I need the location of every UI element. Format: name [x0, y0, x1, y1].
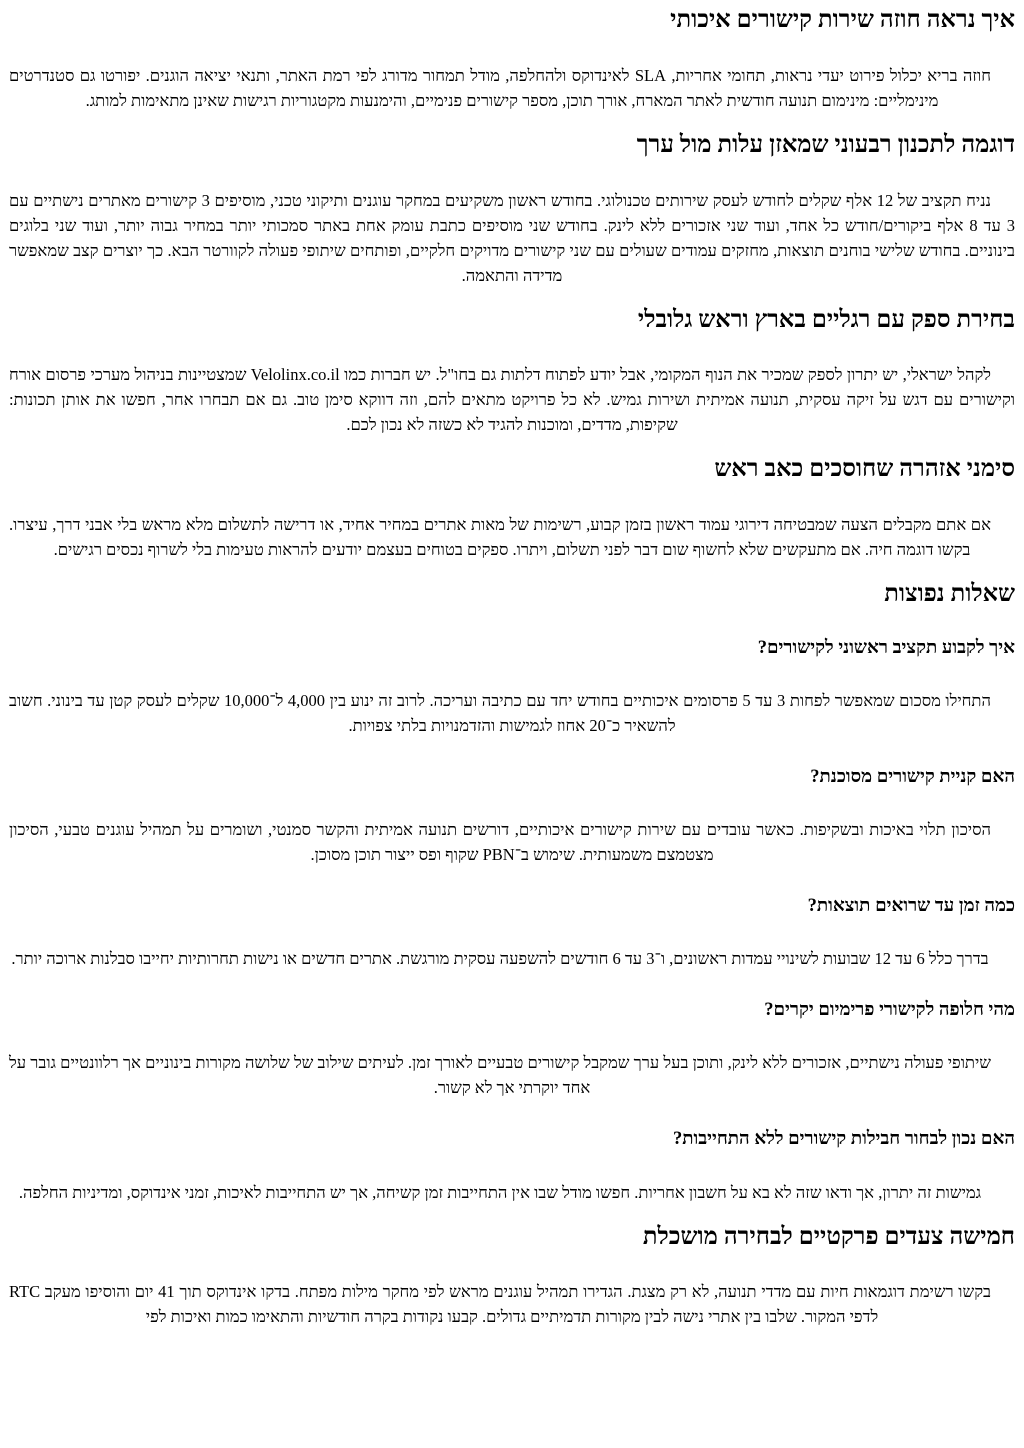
- paragraph-quarterly-plan: נניח תקציב של 12 אלף שקלים לחודש לעסק שירותים טכנולוגי. בחודש ראשון משקיעים במחקר עוגנים ותיקוני טכני, מוסיפים 3 קישורים מאתרים נישתיים עם 3 עד 8 אלף ביקורים/חודש כל אחד, ועוד שני אזכורים ללא לינק. בחודש שני מוסיפים כתבת עומק אחת באתר סמכותי יותר במחיר גבוה יותר, ועוד שני בלוגים בינוניים. בחודש שלישי בוחנים תוצאות, מחזקים עמודים שעולים עם שני קישורים מדויקים חלקיים, ופותחים שיתופי פעולה לקוורטר הבא. כך יוצרים קצב שמאפשר מדידה והתאמה.: [9, 190, 1016, 285]
- faq-answer-timeline: בדרך כלל 6 עד 12 שבועות לשינויי עמדות ראשונים, ו־3 עד 6 חודשים להשפעה עסקית מורגשת. אתרים חדשים או נישות תחרותיות יחייבו סבלנות ארוכה יותר.: [11, 949, 989, 969]
- paragraph-warning-signs: אם אתם מקבלים הצעה שמבטיחה דירוגי עמוד ראשון בזמן קבוע, רשימות של מאות אתרים במחיר אחיד, או דרישה לתשלום מלא מראש בלי אבני דרך, עיצרו. בקשו דוגמה חיה. אם מתעקשים שלא לחשוף שום דבר לפני תשלום, ויתרו. ספקים בטוחים בעצמם יודעים להראות טעימות בלי לשרוף נכסים רגישים.: [9, 515, 991, 560]
- faq-question-premium-alternative: מהי חלופה לקישורי פרימיום יקרים?: [764, 1000, 1015, 1021]
- heading-five-steps: חמישה צעדים פרקטיים לבחירה מושכלת: [642, 1223, 1015, 1250]
- faq-answer-no-commitment: גמישות זה יתרון, אך ודאו שזה לא בא על חשבון אחריות. חפשו מודל שבו אין התחייבות זמן קשיחה, אך יש התחייבות לאיכות, זמני אינדוקס, ומדיניות החלפה.: [18, 1182, 982, 1202]
- heading-warning-signs: סימני אזהרה שחוסכים כאב ראש: [714, 456, 1015, 483]
- heading-contract: איך נראה חוזה שירות קישורים איכותי: [670, 7, 1015, 33]
- faq-question-risk: האם קניית קישורים מסוכנת?: [810, 767, 1015, 788]
- heading-vendor-choice: בחירת ספק עם רגליים בארץ וראש גלובלי: [637, 306, 1015, 333]
- paragraph-contract: חוזה בריא יכלול פירוט יעדי נראות, תחומי אחריות, SLA לאינדוקס ולהחלפה, מודל תמחור מדורג לפי רמת האתר, ותנאי יציאה הוגנים. יפורטו גם סטנדרטים מינימליים: מינימום תנועה חודשית לאתר המארח, אורך תוכן, מספר קישורים פנימיים, והימנעות מקטגוריות רגישות שאינן מתאימות למותג.: [9, 65, 992, 110]
- heading-faq: שאלות נפוצות: [884, 581, 1015, 608]
- paragraph-vendor-choice: לקהל ישראלי, יש יתרון לספק שמכיר את הנוף המקומי, אבל יודע לפתוח דלתות גם בחו"ל. יש חברות כמו Velolinx.co.il שמצטיינות בניהול מערכי פרסום אורח וקישורים עם דגש על זיקה עסקית, תנועה אמיתית ושירות גמיש. לא כל פרויקט מתאים להם, וזה דווקא סימן טוב. גם אם תבחרו אחר, חפשו את אותן תכונות: שקיפות, מדדים, ומוכנות להגיד לא כשזה לא נכון לכם.: [9, 365, 1015, 435]
- faq-question-no-commitment: האם נכון לבחור חבילות קישורים ללא התחייבות?: [672, 1129, 1015, 1150]
- faq-question-timeline: כמה זמן עד שרואים תוצאות?: [807, 896, 1015, 917]
- faq-question-budget: איך לקבוע תקציב ראשוני לקישורים?: [757, 637, 1015, 658]
- heading-quarterly-plan: דוגמה לתכנון רבעוני שמאזן עלות מול ערך: [636, 131, 1015, 158]
- article-body: [9, 6, 1015, 1329]
- faq-answer-risk: הסיכון תלוי באיכות ובשקיפות. כאשר עובדים עם שירות קישורים איכותיים, דורשים תנועה אמיתית והקשר סמנטי, ושומרים על תמהיל עוגנים טבעי, הסיכון מצטמצם משמעותית. שימוש ב־PBN שקוף ופס ייצור תוכן מסוכן.: [9, 820, 991, 865]
- faq-answer-premium-alternative: שיתופי פעולה נישתיים, אזכורים ללא לינק, ותוכן בעל ערך שמקבל קישורים טבעיים לאורך זמן. לעיתים שילוב של שלושה מקורות בינוניים אך רלוונטיים גובר על אחד יוקרתי אך לא קשור.: [9, 1053, 991, 1098]
- faq-answer-budget: התחילו מסכום שמאפשר לפחות 3 עד 5 פרסומים איכותיים בחודש יחד עם כתיבה ועריכה. לרוב זה ינוע בין 4,000 ל־10,000 שקלים לעסק קטן עד בינוני. חשוב להשאיר כ־20 אחוז לגמישות והזדמנויות בלתי צפויות.: [9, 691, 991, 736]
- paragraph-five-steps: בקשו רשימת דוגמאות חיות עם מדדי תנועה, לא רק מצגת. הגדירו תמהיל עוגנים מראש לפי מחקר מילות מפתח. בדקו אינדוקס תוך 41 יום והוסיפו מעקב RTC לדפי המקור. שלבו בין אתרי נישה לבין מקורות תדמיתיים גדולים. קבעו נקודות בקרה חודשיות והתאימו כמות ואיכות לפי: [9, 1282, 991, 1327]
